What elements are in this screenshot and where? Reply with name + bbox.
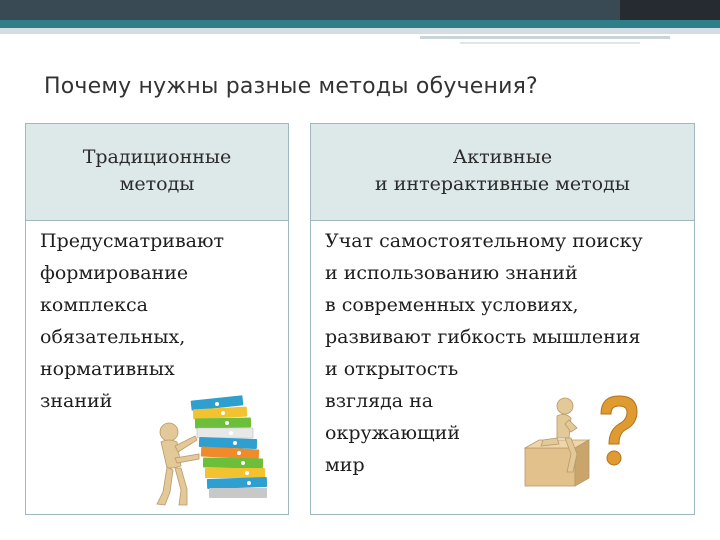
active-body-line: в современных условиях, <box>325 294 579 316</box>
binder-stack <box>191 395 268 498</box>
active-methods-header <box>311 124 694 221</box>
active-methods-panel <box>310 123 695 515</box>
accent-line <box>460 42 640 44</box>
slide-title: Почему нужны разные методы обучения? <box>44 74 538 99</box>
top-decor-light-stripe <box>0 28 720 34</box>
active-body-line: Учат самостоятельному поиску <box>325 230 643 252</box>
active-body-line: взгляда на <box>325 390 434 412</box>
active-header-line: и интерактивные методы <box>375 173 630 195</box>
active-body-line: окружающий <box>325 422 460 444</box>
question-mark <box>601 396 637 465</box>
active-header-line: Активные <box>452 146 553 168</box>
carrying-figure <box>157 423 199 505</box>
traditional-body-line: знаний <box>40 390 113 412</box>
active-body-line: развивают гибкость мышления <box>325 326 641 348</box>
traditional-body-line: Предусматривают <box>40 230 225 252</box>
traditional-methods-header <box>26 124 288 221</box>
thinking-figure-with-question-mark-icon <box>519 392 649 492</box>
header-accent-lines <box>420 36 720 48</box>
traditional-methods-panel <box>25 123 289 515</box>
traditional-header-line: Традиционные <box>82 146 232 168</box>
figure-carrying-books-icon <box>151 392 271 510</box>
traditional-body-line: обязательных, <box>40 326 186 348</box>
traditional-body-line: нормативных <box>40 358 175 380</box>
active-body-line: и открытость <box>325 358 459 380</box>
thinking-figure <box>525 398 589 486</box>
active-body-line: и использованию знаний <box>325 262 578 284</box>
traditional-body-line: формирование <box>40 262 189 284</box>
accent-line <box>420 36 670 39</box>
traditional-header-line: методы <box>119 173 195 195</box>
traditional-body-line: комплекса <box>40 294 148 316</box>
top-decor-teal-stripe <box>0 20 720 28</box>
active-body-line: мир <box>325 454 365 476</box>
top-decor-bar <box>0 0 720 26</box>
